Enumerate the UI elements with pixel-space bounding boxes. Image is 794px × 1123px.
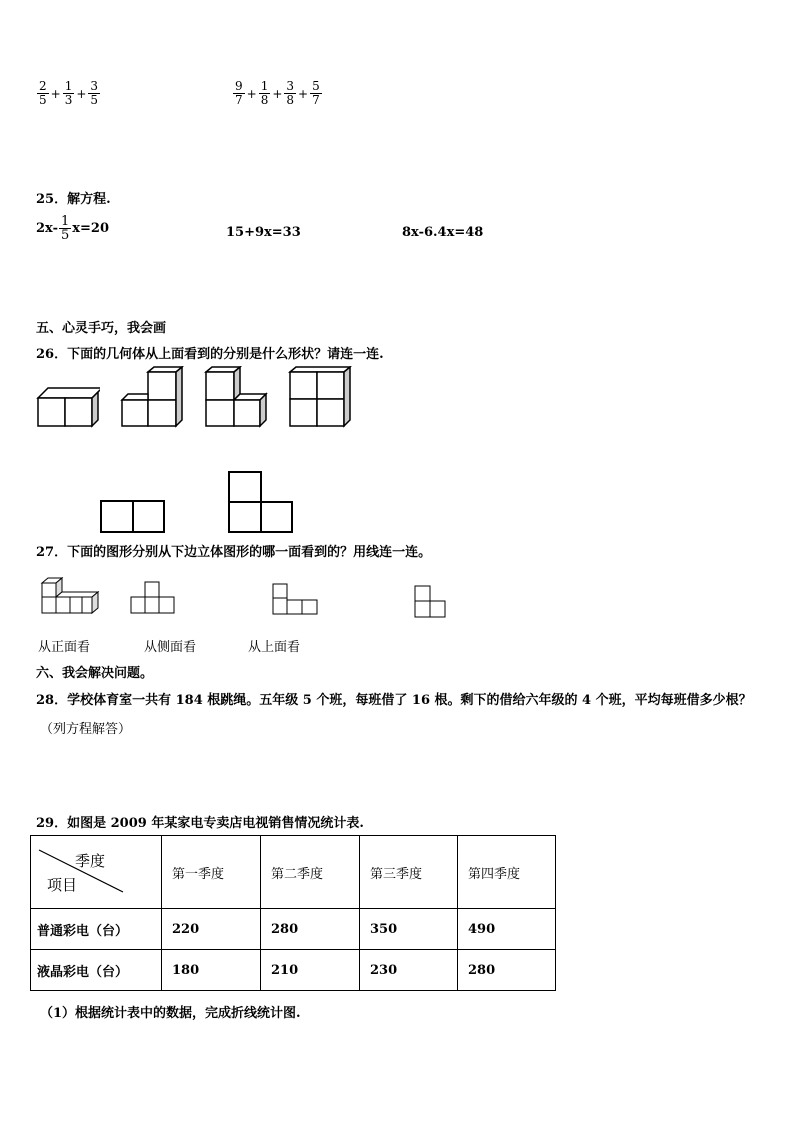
view-square [415,586,430,601]
table-header-cell: 第三季度 [360,836,458,909]
q27-solid [38,574,102,618]
view-square [273,584,287,598]
view-square [430,601,445,617]
q28-text: 28．学校体育室一共有 184 根跳绳。五年级 5 个班，每班借了 16 根。剩下的借给六年级的 4 个班，平均每班借多少根？ [36,693,752,708]
table-row-label: 普通彩电（台） [31,909,162,950]
solid-1 [36,382,100,428]
cube-front [290,372,317,399]
table-header-cell: 第二季度 [261,836,360,909]
table-header-cell: 第四季度 [458,836,556,909]
fraction: $\frac{2}{5}$ [39,79,47,107]
table-header-row [31,836,556,909]
table-corner-cell [31,836,162,909]
cube-front [148,400,176,426]
cube-front [42,597,56,613]
view-square [261,502,292,532]
view-square [131,597,145,613]
solid-4 [288,366,352,428]
table-row-label: 液晶彩电（台） [31,950,162,991]
table-cell: 220 [162,909,261,950]
table-cell: 490 [458,909,556,950]
table-header-cell: 第一季度 [162,836,261,909]
fraction: $\frac{1}{3}$ [64,79,73,107]
table-cell: 280 [458,950,556,991]
table-cell: 280 [261,909,360,950]
q25-equation-1: 2x- $\frac{1}{5}$ x=20 [36,214,109,243]
fraction: $\frac{3}{8}$ [286,79,295,107]
corner-label-quarter: 季度 [75,852,106,870]
cube-front [56,597,70,613]
table-cell: 230 [360,950,458,991]
q25-equation-2: 15+9x=33 [226,225,301,240]
corner-label-item: 项目 [47,876,78,894]
solid-side-face [260,394,266,426]
cube-front [65,398,92,426]
table-cell: 180 [162,950,261,991]
q25-title: 25．解方程. [36,192,111,207]
top-view-two-squares [100,500,166,534]
view-label-side: 从侧面看 [144,640,197,655]
fraction: $\frac{3}{5}$ [90,79,99,107]
table-row [31,950,556,991]
view-square [159,597,174,613]
solid-top-face [56,592,98,597]
q28-note: （列方程解答） [40,722,132,737]
expression-a: $\frac{2}{5}$ + $\frac{1}{3}$ + $\frac{3}{5}$ [39,79,99,107]
q25-equation-3: 8x-6.4x=48 [402,225,484,240]
q27-view-a [130,580,176,616]
view-square [302,600,317,614]
top-view-l-shape [228,471,294,534]
view-square [145,582,159,597]
q27-view-c [414,584,448,620]
solid-top-face [38,388,100,398]
cube-front [42,583,56,597]
view-square [415,601,430,617]
view-label-front: 从正面看 [38,640,91,655]
table-cell: 350 [360,909,458,950]
cube-front [38,398,65,426]
solid-top-face [122,394,148,400]
section-5-heading: 五、心灵手巧，我会画 [36,321,167,336]
table-cell: 210 [261,950,360,991]
cube-front [317,399,344,426]
expression-b: $\frac{9}{7}$ + $\frac{1}{8}$ + $\frac{3}{8}$ + $\frac{5}{7}$ [235,79,320,107]
view-square [273,598,287,614]
solid-side-face [344,367,350,426]
cube-front [206,372,234,400]
solid-2 [120,366,186,428]
fraction: $\frac{9}{7}$ [235,79,243,107]
q29-sub-question-1: （1）根据统计表中的数据，完成折线统计图. [40,1006,301,1021]
solid-side-face [176,367,182,426]
q27-text: 27．下面的图形分别从下边立体图形的哪一面看到的？用线连一连。 [36,545,432,560]
view-label-top: 从上面看 [248,640,301,655]
q29-text: 29．如图是 2009 年某家电专卖店电视销售情况统计表. [36,816,364,831]
fraction: $\frac{5}{7}$ [312,79,320,107]
q27-view-b [272,582,320,616]
view-square [229,502,261,532]
cube-front [290,399,317,426]
view-square [101,501,133,532]
cube-front [317,372,344,399]
view-square [229,472,261,502]
fraction: $\frac{1}{5}$ [60,214,70,243]
q26-text: 26．下面的几何体从上面看到的分别是什么形状？请连一连. [36,347,384,362]
view-square [287,600,302,614]
table-row [31,909,556,950]
cube-front [122,400,148,426]
solid-3 [204,366,268,428]
view-square [133,501,164,532]
section-6-heading: 六、我会解决问题。 [36,666,154,681]
cube-front [234,400,260,426]
sales-table [30,835,556,991]
cube-front [206,400,234,426]
diagonal-line [31,836,181,908]
solid-side-face [92,392,98,426]
cube-front [148,372,176,400]
fraction: $\frac{1}{8}$ [260,79,269,107]
cube-front [82,597,92,613]
view-square [145,597,159,613]
cube-front [70,597,82,613]
